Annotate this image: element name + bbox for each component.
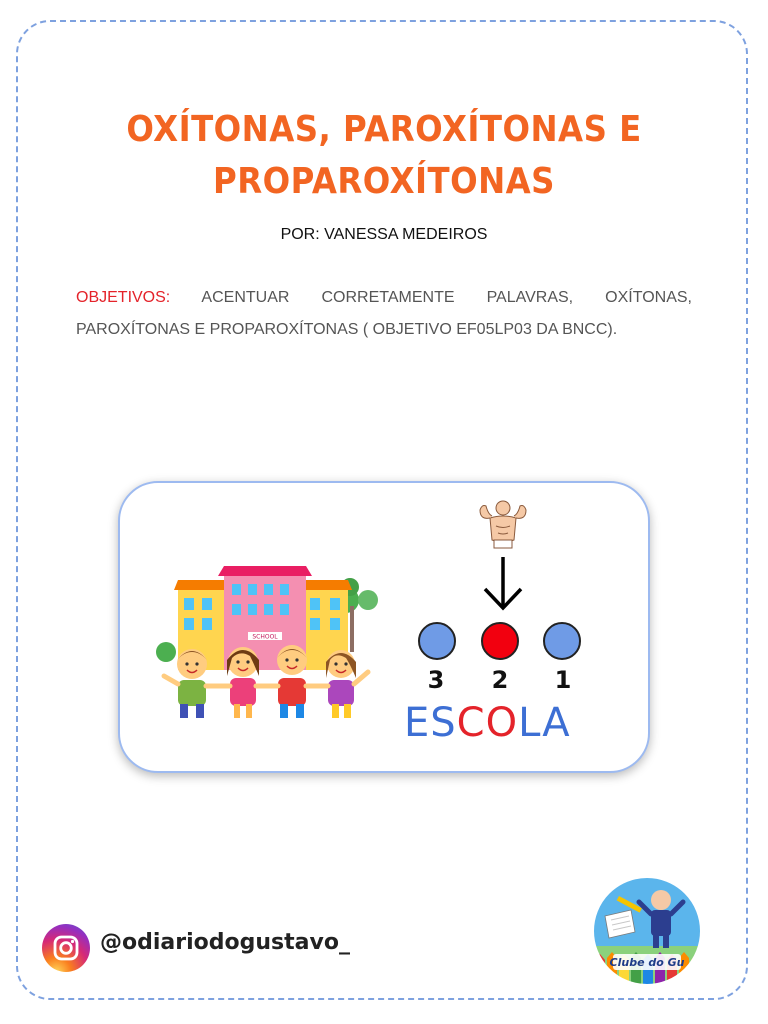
objectives-paragraph [76,282,692,346]
word-part-3: LA [518,700,571,746]
syllable-number-2: 2 [491,666,509,694]
syllable-number-1: 1 [554,666,572,694]
instagram-icon[interactable] [42,924,90,972]
title-line-2: PROPAROXÍTONAS [213,161,555,202]
school-sign: SCHOOL [252,633,278,641]
syllable-circle-3 [418,622,456,660]
logo-text: Clube do Gu [609,956,685,969]
objectives-text: ACENTUAR CORRETAMENTE PALAVRAS, OXÍTONAS, PAROXÍTONAS E PROPAROXÍTONAS ( OBJETIVO EF05LP03 DA BNCC). [76,289,692,338]
clube-do-gu-logo [591,876,703,986]
word-part-1: ES [404,700,457,746]
objectives-label: OBJETIVOS: [76,289,171,306]
instagram-handle[interactable]: @odiariodogustavo_ [100,930,350,955]
example-word [404,700,571,746]
syllable-number-3: 3 [427,666,445,694]
syllable-circle-1 [543,622,581,660]
title-line-1: OXÍTONAS, PAROXÍTONAS E [126,109,642,150]
author-line: POR: VANESSA MEDEIROS [280,226,488,243]
arrow-down-icon [480,555,526,613]
word-part-2-stressed: CO [456,700,519,746]
school-children-illustration [150,560,382,720]
strongman-icon [474,496,532,554]
syllable-circle-2-stressed [481,622,519,660]
page-title [74,104,693,208]
